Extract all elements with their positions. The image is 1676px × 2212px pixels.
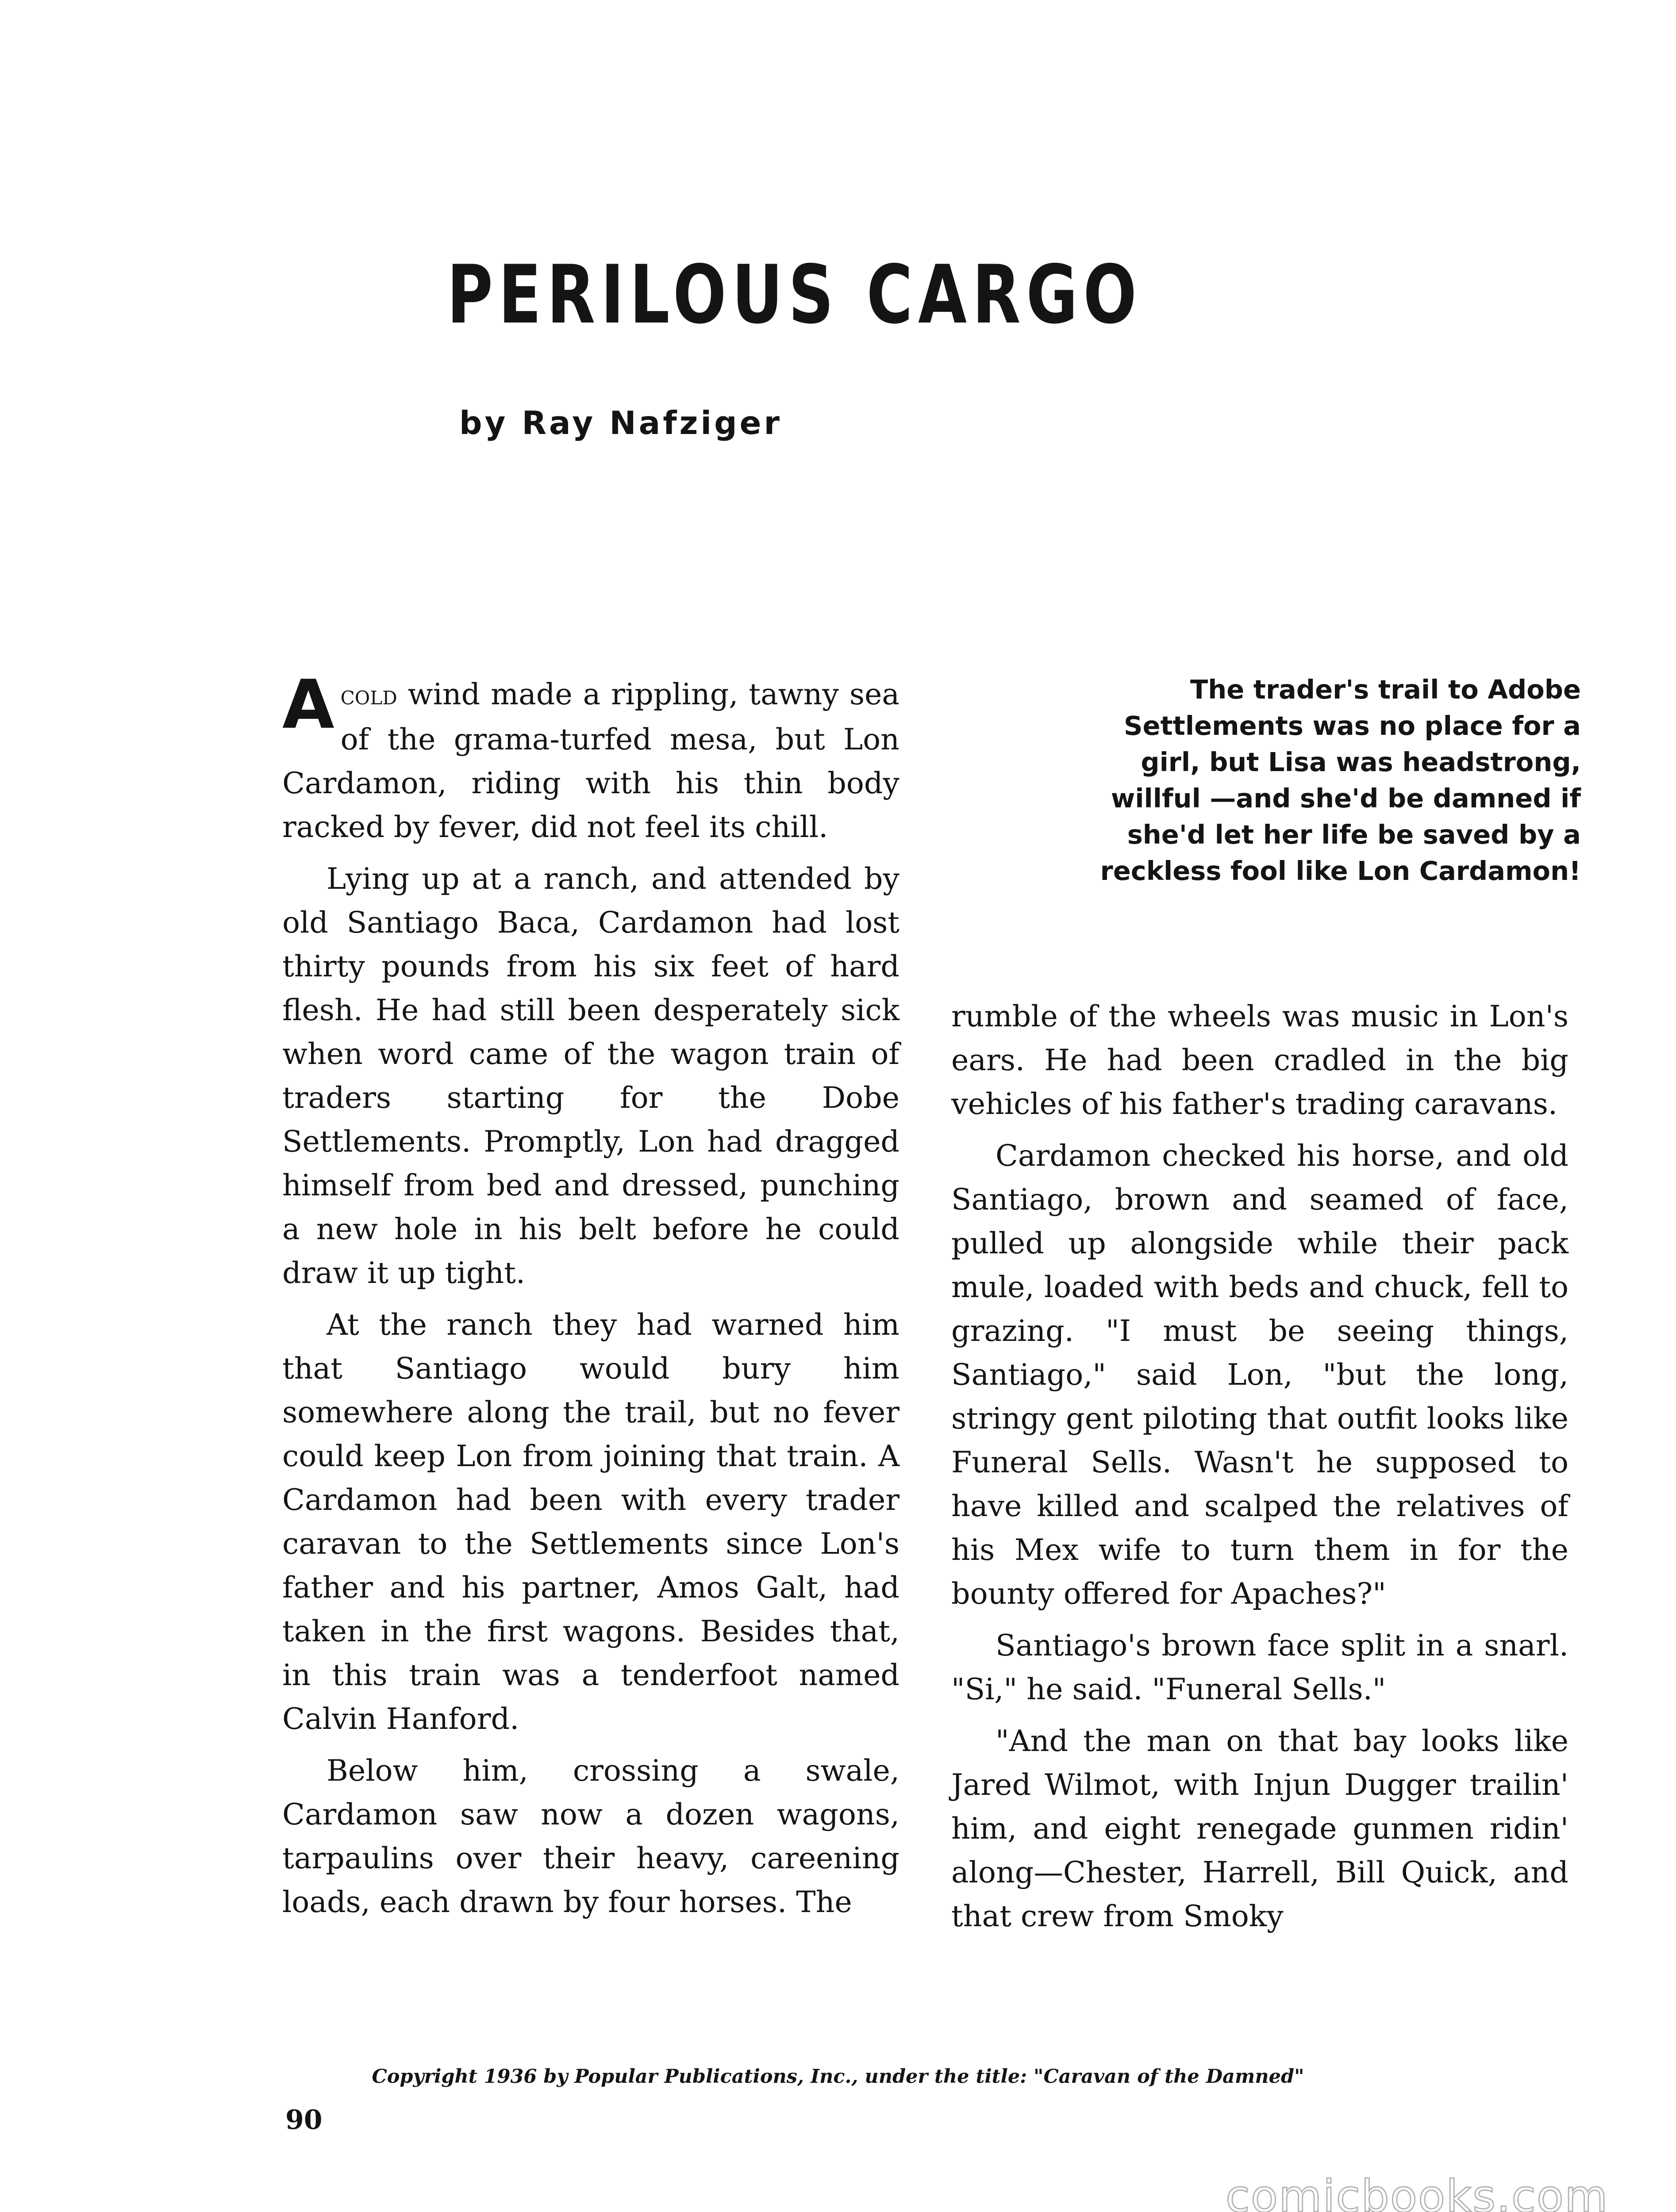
small-caps-opening: cold bbox=[340, 680, 397, 711]
story-paragraph: rumble of the wheels was music in Lon's ears. He had been cradled in the big vehicles of his father's trading caravans. bbox=[951, 999, 1568, 1121]
drop-cap: A bbox=[282, 665, 334, 744]
copyright-notice: Copyright 1936 by Popular Publications, Inc., under the title: "Caravan of the Damned" bbox=[372, 2066, 1304, 2088]
story-paragraph: At the ranch they had warned him that Santiago would bury him somewhere along the trail, but no fever could keep Lon from joining that train. A Cardamon had been with every trader caravan to the Settlements since Lon's father and his partner, Amos Galt, had taken in the first wagons. Besides that, in this train was a tenderfoot named Calvin Hanford. bbox=[282, 1307, 900, 1736]
story-title: PERILOUS CARGO bbox=[447, 248, 1142, 342]
story-blurb: The trader's trail to Adobe Settlements was no place for a girl, but Lisa was headstrong, willful —and she'd be damned if she'd let her life be saved by a reckless fool like Lon Cardamon! bbox=[1100, 674, 1581, 886]
opening-text: wind made a rippling, tawny sea of the grama-turfed mesa, but Lon Cardamon, riding with his thin body racked by fever, did not feel its chill. bbox=[282, 677, 900, 844]
text-column-right bbox=[951, 995, 1568, 1946]
watermark-logo: comicbooks.com bbox=[1226, 2170, 1609, 2212]
story-paragraph: Cardamon checked his horse, and old Santiago, brown and seamed of face, pulled up alongside while their pack mule, loaded with beds and chuck, fell to grazing. "I must be seeing things, Santiago," said Lon, "but the long, stringy gent piloting that outfit looks like Funeral Sells. Wasn't he supposed to have killed and scalped the relatives of his Mex wife to turn them in for the bounty offered for Apaches?" bbox=[951, 1138, 1568, 1611]
page-number: 90 bbox=[285, 2104, 323, 2135]
story-paragraph: Below him, crossing a swale, Cardamon saw now a dozen wagons, tarpaulins over their heavy, careening loads, each drawn by four horses. The bbox=[282, 1753, 900, 1919]
story-paragraph: Lying up at a ranch, and attended by old Santiago Baca, Cardamon had lost thirty pounds from his six feet of hard flesh. He had still been desperately sick when word came of the wagon train of traders starting for the Dobe Settlements. Promptly, Lon had dragged himself from bed and dressed, punching a new hole in his belt before he could draw it up tight. bbox=[282, 861, 900, 1290]
story-paragraph: Santiago's brown face split in a snarl. "Si," he said. "Funeral Sells." bbox=[951, 1628, 1568, 1706]
author-byline: by Ray Nafziger bbox=[459, 404, 782, 442]
text-column-left bbox=[282, 665, 900, 1932]
story-paragraph bbox=[282, 665, 900, 849]
story-paragraph: "And the man on that bay looks like Jared Wilmot, with Injun Dugger trailin' him, and eight renegade gunmen ridin' along—Chester, Harrell, Bill Quick, and that crew from Smoky bbox=[951, 1724, 1568, 1933]
